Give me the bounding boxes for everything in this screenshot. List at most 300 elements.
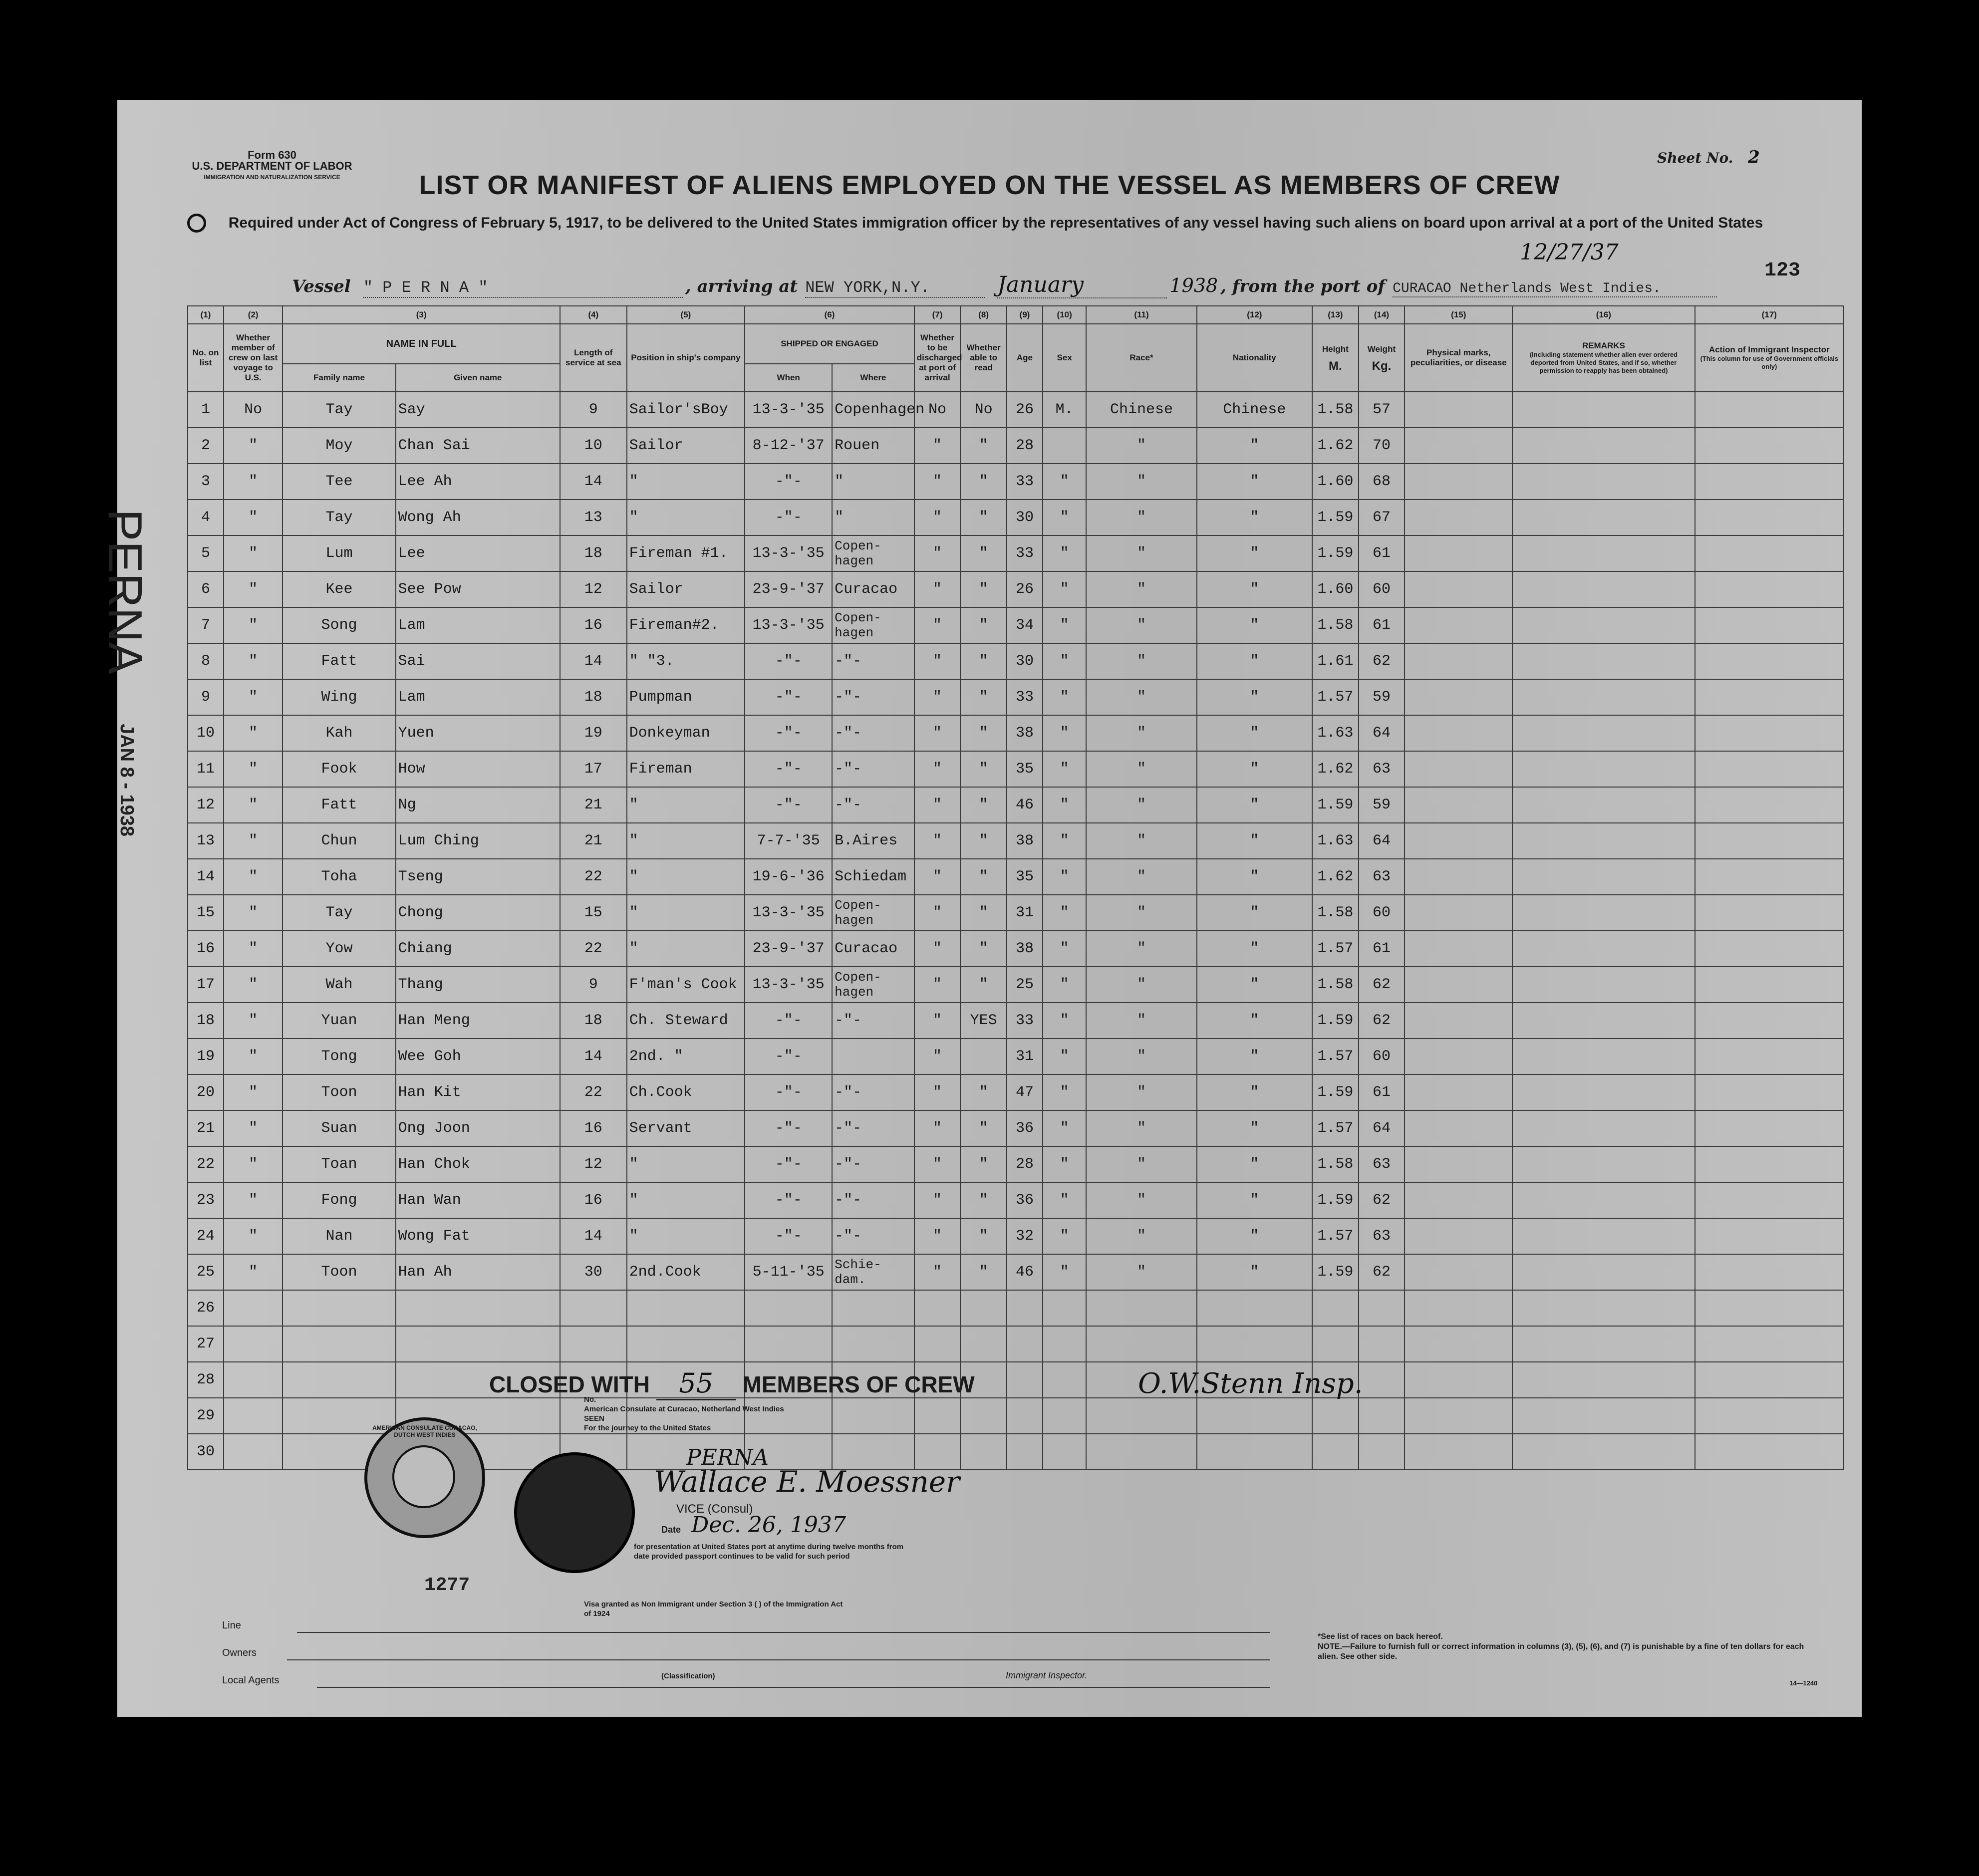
table-row (188, 607, 1844, 643)
cell-age: 46 (1007, 1254, 1043, 1290)
cell-nat (1197, 1434, 1312, 1470)
cell-given (396, 1326, 560, 1362)
cell-crew: " (224, 1074, 283, 1110)
page-subtitle: Required under Act of Congress of February 5, 1917, to be delivered to the United States immigration officer by the representatives of any vessel having such aliens on board upon arrival at a port of the United States (228, 215, 1763, 231)
cell-where: -"- (832, 1110, 914, 1146)
cell-nat: " (1197, 1074, 1312, 1110)
cell-age: 36 (1007, 1110, 1043, 1146)
cell-position: 2nd.Cook (627, 1254, 745, 1290)
cell-sex: " (1043, 859, 1086, 895)
cell-where: Copen-hagen (832, 967, 914, 1003)
col-num: (17) (1695, 306, 1844, 324)
cell-length: 18 (560, 679, 627, 715)
header-race: Race* (1086, 324, 1196, 392)
cell-height (1312, 1326, 1359, 1362)
cell-weight: 70 (1359, 428, 1405, 464)
cell-when: 23-9-'37 (745, 931, 832, 967)
cell-sex: " (1043, 895, 1086, 931)
cell-blank (1695, 500, 1844, 536)
consular-vessel: PERNA (686, 1445, 769, 1470)
cell-blank (1512, 536, 1695, 571)
cell-no: 17 (188, 967, 224, 1003)
cell-weight (1359, 1326, 1405, 1362)
cell-family: Lum (283, 536, 395, 571)
margin-stamp-date: JAN 8 - 1938 (116, 724, 137, 837)
cell-crew: " (224, 500, 283, 536)
cell-disch: " (914, 643, 961, 679)
col-num: (5) (627, 306, 745, 324)
cell-length: 14 (560, 1039, 627, 1074)
cell-blank (1512, 1039, 1695, 1074)
cell-read: " (960, 1146, 1007, 1182)
cell-where: -"- (832, 679, 914, 715)
cell-sex (1043, 1326, 1086, 1362)
cell-blank (1405, 751, 1512, 787)
cell-crew: " (224, 1110, 283, 1146)
cell-length: 12 (560, 1146, 627, 1182)
sheet-value: 2 (1748, 147, 1760, 167)
cell-blank (1405, 1218, 1512, 1254)
cell-weight: 62 (1359, 1254, 1405, 1290)
cell-blank (1695, 895, 1844, 931)
departure-date: 12/27/37 (1520, 240, 1619, 265)
cell-race: " (1086, 1110, 1196, 1146)
cell-no: 11 (188, 751, 224, 787)
cell-where: -"- (832, 1182, 914, 1218)
cell-no: 13 (188, 823, 224, 859)
cell-sex (1043, 1362, 1086, 1398)
cell-race: " (1086, 715, 1196, 751)
cell-crew (224, 1434, 283, 1470)
cell-position: " (627, 859, 745, 895)
table-row (188, 1182, 1844, 1218)
cell-crew: " (224, 751, 283, 787)
cell-read: " (960, 1218, 1007, 1254)
cell-weight: 62 (1359, 1003, 1405, 1039)
cell-given: Ong Joon (396, 1110, 560, 1146)
cell-length: 22 (560, 859, 627, 895)
cell-race: " (1086, 1039, 1196, 1074)
cell-blank (1512, 1326, 1695, 1362)
cell-where: Schiedam (832, 859, 914, 895)
col-num: (4) (560, 306, 627, 324)
header-when: When (745, 364, 832, 392)
cell-family: Tee (283, 464, 395, 500)
header-height (1312, 324, 1359, 392)
cell-when: 13-3-'35 (745, 536, 832, 571)
table-row (188, 500, 1844, 536)
cell-blank (1695, 1434, 1844, 1470)
cell-position: Sailor (627, 428, 745, 464)
cell-sex: " (1043, 1074, 1086, 1110)
cell-height: 1.58 (1312, 895, 1359, 931)
table-row (188, 859, 1844, 895)
cell-family: Tay (283, 895, 395, 931)
cell-nat: " (1197, 823, 1312, 859)
cell-read: " (960, 607, 1007, 643)
cell-where: Copen-hagen (832, 536, 914, 571)
cell-length: 21 (560, 787, 627, 823)
cell-position: " (627, 823, 745, 859)
cell-weight: 62 (1359, 1182, 1405, 1218)
remarks-note: (Including statement whether alien ever ordered deported from United States, and if so, whether permission to reapply has been obtained) (1529, 351, 1678, 374)
cell-weight: 61 (1359, 931, 1405, 967)
cell-blank (1405, 1398, 1512, 1434)
cell-blank (1695, 1003, 1844, 1039)
header-length: Length of service at sea (560, 324, 627, 392)
cell-blank (1512, 1434, 1695, 1470)
cell-disch: " (914, 967, 961, 1003)
cell-no: 28 (188, 1362, 224, 1398)
cell-blank (1405, 464, 1512, 500)
cell-position: Sailor (627, 571, 745, 607)
cell-position: " (627, 931, 745, 967)
cell-blank (1405, 1254, 1512, 1290)
cell-read: " (960, 1182, 1007, 1218)
cell-where: -"- (832, 1146, 914, 1182)
header-where: Where (832, 364, 914, 392)
closed-text-b: MEMBERS OF CREW (742, 1371, 975, 1397)
cell-no: 20 (188, 1074, 224, 1110)
cell-height: 1.61 (1312, 643, 1359, 679)
cell-blank (1695, 967, 1844, 1003)
cell-blank (1405, 1362, 1512, 1398)
cell-disch (914, 1290, 961, 1326)
cell-length: 14 (560, 464, 627, 500)
cell-sex: " (1043, 607, 1086, 643)
arriving-label: , arriving at (685, 276, 798, 296)
cell-read: " (960, 787, 1007, 823)
cell-crew: " (224, 1254, 283, 1290)
cell-given: Han Meng (396, 1003, 560, 1039)
cell-weight: 60 (1359, 895, 1405, 931)
cell-disch: " (914, 931, 961, 967)
cell-crew: " (224, 715, 283, 751)
cell-blank (1512, 500, 1695, 536)
col-num: (12) (1197, 306, 1312, 324)
cell-disch: No (914, 392, 961, 428)
cell-where (832, 1326, 914, 1362)
arrival-month: January (997, 272, 1167, 298)
cell-position: " (627, 787, 745, 823)
cell-weight: 64 (1359, 823, 1405, 859)
table-row (188, 787, 1844, 823)
table-row (188, 428, 1844, 464)
cell-height: 1.57 (1312, 1110, 1359, 1146)
table-row (188, 1290, 1844, 1326)
cell-age: 47 (1007, 1074, 1043, 1110)
cell-position: Ch.Cook (627, 1074, 745, 1110)
cell-nat (1197, 1290, 1312, 1326)
col-num: (3) (283, 306, 560, 324)
crew-table (187, 305, 1844, 1470)
cell-blank (1405, 715, 1512, 751)
cell-blank (1512, 1182, 1695, 1218)
cell-position: Ch. Steward (627, 1003, 745, 1039)
cell-blank (1512, 1254, 1695, 1290)
cell-given: Lum Ching (396, 823, 560, 859)
cell-blank (1512, 1362, 1695, 1398)
header-discharged: Whether to be discharged at port of arrival (914, 324, 961, 392)
cell-weight (1359, 1362, 1405, 1398)
cell-sex: " (1043, 1146, 1086, 1182)
cell-blank (1512, 787, 1695, 823)
cell-nat: " (1197, 715, 1312, 751)
punch-hole-icon (187, 214, 206, 233)
cell-nat: " (1197, 1218, 1312, 1254)
cell-when (745, 1290, 832, 1326)
cell-disch: " (914, 500, 961, 536)
cell-blank (1695, 1039, 1844, 1074)
cell-blank (1405, 679, 1512, 715)
cell-crew (224, 1290, 283, 1326)
cell-blank (1512, 1218, 1695, 1254)
table-row (188, 571, 1844, 607)
cell-height: 1.59 (1312, 1074, 1359, 1110)
cell-no: 3 (188, 464, 224, 500)
cell-read: " (960, 931, 1007, 967)
cell-nat: " (1197, 464, 1312, 500)
cell-blank (1512, 1146, 1695, 1182)
cell-disch: " (914, 1218, 961, 1254)
cell-no: 16 (188, 931, 224, 967)
cell-blank (1695, 1362, 1844, 1398)
cell-blank (1512, 751, 1695, 787)
cell-race: " (1086, 1218, 1196, 1254)
cell-when (745, 1326, 832, 1362)
footer-agents-label: Local Agents (222, 1675, 280, 1686)
cell-read: " (960, 859, 1007, 895)
cell-length: 18 (560, 1003, 627, 1039)
consular-text (584, 1395, 863, 1433)
cell-when: 23-9-'37 (745, 571, 832, 607)
cell-weight: 64 (1359, 1110, 1405, 1146)
cell-blank (1695, 1110, 1844, 1146)
cell-race: " (1086, 607, 1196, 643)
cell-where: -"- (832, 1003, 914, 1039)
header-remarks (1512, 324, 1695, 392)
cell-race: " (1086, 895, 1196, 931)
cell-read: No (960, 392, 1007, 428)
cell-position: " (627, 1146, 745, 1182)
cell-blank (1695, 751, 1844, 787)
column-number-row (188, 306, 1844, 324)
cell-sex: " (1043, 536, 1086, 571)
table-row (188, 1074, 1844, 1110)
cell-nat: " (1197, 1003, 1312, 1039)
cell-crew: " (224, 679, 283, 715)
col-num: (7) (914, 306, 961, 324)
table-row (188, 1003, 1844, 1039)
cell-blank (1405, 1039, 1512, 1074)
table-row (188, 823, 1844, 859)
cell-age: 25 (1007, 967, 1043, 1003)
cell-no: 5 (188, 536, 224, 571)
cell-position: Sailor'sBoy (627, 392, 745, 428)
cell-position: 2nd. " (627, 1039, 745, 1074)
cell-no: 21 (188, 1110, 224, 1146)
cell-nat: " (1197, 751, 1312, 787)
cell-age: 28 (1007, 1146, 1043, 1182)
cell-length: 14 (560, 1218, 627, 1254)
header-read: Whether able to read (960, 324, 1007, 392)
cell-race: " (1086, 536, 1196, 571)
cell-age (1007, 1398, 1043, 1434)
cell-nat: " (1197, 859, 1312, 895)
cell-length: 16 (560, 1110, 627, 1146)
cell-given: Wong Ah (396, 500, 560, 536)
cell-where: Copen-hagen (832, 895, 914, 931)
inspector-signature: O.W.Stenn Insp. (1138, 1367, 1363, 1400)
sheet-number (1657, 147, 1760, 167)
header-crew-last-voyage: Whether member of crew on last voyage to U.S. (224, 324, 283, 392)
col-num: (15) (1405, 306, 1512, 324)
cell-height: 1.58 (1312, 967, 1359, 1003)
cell-weight: 62 (1359, 967, 1405, 1003)
cell-disch: " (914, 751, 961, 787)
cell-nat: " (1197, 931, 1312, 967)
cell-disch: " (914, 715, 961, 751)
cell-position: " (627, 1182, 745, 1218)
cell-read: " (960, 679, 1007, 715)
cell-family: Kah (283, 715, 395, 751)
cell-position: " "3. (627, 643, 745, 679)
cell-blank (1512, 931, 1695, 967)
cell-family: Yow (283, 931, 395, 967)
cell-age: 38 (1007, 715, 1043, 751)
cell-weight: 59 (1359, 679, 1405, 715)
cell-blank (1405, 1003, 1512, 1039)
cell-nat (1197, 1398, 1312, 1434)
height-unit: M. (1329, 359, 1342, 373)
cell-read (960, 1434, 1007, 1470)
col-num: (8) (960, 306, 1007, 324)
cell-blank (1512, 679, 1695, 715)
cell-family: Chun (283, 823, 395, 859)
cell-blank (1405, 895, 1512, 931)
cell-race: " (1086, 787, 1196, 823)
cell-length: 22 (560, 931, 627, 967)
cell-height (1312, 1398, 1359, 1434)
cell-when: -"- (745, 1146, 832, 1182)
cell-given: Tseng (396, 859, 560, 895)
cell-crew: " (224, 1182, 283, 1218)
cell-height: 1.59 (1312, 787, 1359, 823)
cell-blank (1405, 1434, 1512, 1470)
cell-given: Yuen (396, 715, 560, 751)
cell-given: Lam (396, 607, 560, 643)
cell-family: Toon (283, 1074, 395, 1110)
cell-length: 12 (560, 571, 627, 607)
cell-when: -"- (745, 715, 832, 751)
cell-crew: " (224, 787, 283, 823)
cell-crew: " (224, 1039, 283, 1074)
from-port: CURACAO Netherlands West Indies. (1393, 281, 1717, 297)
cell-family (283, 1362, 395, 1398)
cell-no: 1 (188, 392, 224, 428)
cell-nat: " (1197, 1039, 1312, 1074)
cell-age: 33 (1007, 679, 1043, 715)
cell-height: 1.57 (1312, 1218, 1359, 1254)
cell-length: 16 (560, 1182, 627, 1218)
cell-nat: Chinese (1197, 392, 1312, 428)
sheet-label: Sheet No. (1657, 150, 1733, 166)
cell-blank (1695, 1398, 1844, 1434)
page-title: LIST OR MANIFEST OF ALIENS EMPLOYED ON THE VESSEL AS MEMBERS OF CREW (419, 170, 1560, 200)
cell-blank (1512, 607, 1695, 643)
cell-when: 13-3-'35 (745, 895, 832, 931)
cell-height: 1.57 (1312, 679, 1359, 715)
cell-blank (1695, 1218, 1844, 1254)
cell-read: " (960, 571, 1007, 607)
cell-where: -"- (832, 1218, 914, 1254)
cell-blank (1405, 1146, 1512, 1182)
cell-no: 7 (188, 607, 224, 643)
cell-where: " (832, 464, 914, 500)
footer-rule (297, 1632, 1270, 1633)
cell-given (396, 1290, 560, 1326)
cell-family: Suan (283, 1110, 395, 1146)
cell-blank (1512, 1074, 1695, 1110)
cell-read: " (960, 428, 1007, 464)
cell-blank (1405, 859, 1512, 895)
cell-height: 1.63 (1312, 715, 1359, 751)
cell-blank (1512, 392, 1695, 428)
cell-where: -"- (832, 1074, 914, 1110)
table-row (188, 536, 1844, 571)
cell-when: -"- (745, 1074, 832, 1110)
cell-age (1007, 1326, 1043, 1362)
cell-family: Fatt (283, 787, 395, 823)
cell-blank (1405, 823, 1512, 859)
cell-where: -"- (832, 643, 914, 679)
footer-owners-label: Owners (222, 1647, 257, 1658)
margin-stamp (98, 509, 157, 858)
cell-when: 19-6-'36 (745, 859, 832, 895)
cell-blank (1405, 392, 1512, 428)
cell-when: -"- (745, 464, 832, 500)
cell-where: Copenhagen (832, 392, 914, 428)
table-row (188, 715, 1844, 751)
cell-position: F'man's Cook (627, 967, 745, 1003)
cell-where: Curacao (832, 931, 914, 967)
cell-sex: " (1043, 823, 1086, 859)
cell-blank (1695, 1182, 1844, 1218)
cell-age: 38 (1007, 823, 1043, 859)
cell-blank (1405, 1074, 1512, 1110)
footer-inspector: Immigrant Inspector. (1006, 1670, 1088, 1680)
cell-family: Toon (283, 1254, 395, 1290)
cell-weight: 60 (1359, 1039, 1405, 1074)
cell-nat: " (1197, 1182, 1312, 1218)
cell-position: Servant (627, 1110, 745, 1146)
cell-blank (1512, 428, 1695, 464)
footer-rule (317, 1687, 1270, 1688)
cell-blank (1405, 1110, 1512, 1146)
cell-where: -"- (832, 715, 914, 751)
cell-read: " (960, 464, 1007, 500)
cell-weight: 60 (1359, 571, 1405, 607)
cell-race: " (1086, 464, 1196, 500)
cell-disch: " (914, 679, 961, 715)
closed-text-a: CLOSED WITH (489, 1371, 650, 1397)
action-note: (This column for use of Government officials only) (1700, 355, 1839, 370)
col-num: (13) (1312, 306, 1359, 324)
cell-nat: " (1197, 1254, 1312, 1290)
visa-stamp-icon (514, 1452, 635, 1573)
cell-given: Say (396, 392, 560, 428)
table-row (188, 751, 1844, 787)
